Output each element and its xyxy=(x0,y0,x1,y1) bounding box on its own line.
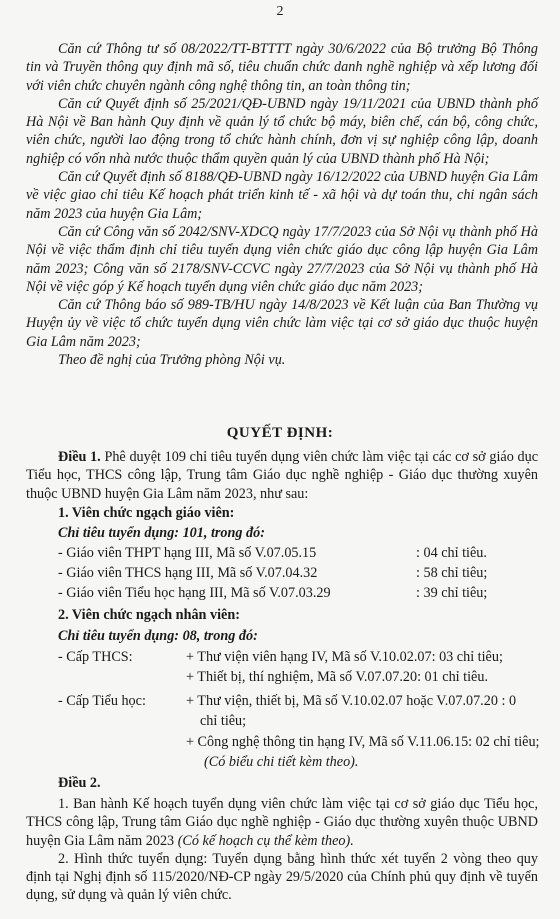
article-2-p1: 1. Ban hành Kế hoạch tuyển dụng viên chức làm việc tại cơ sở giáo dục Tiểu học, THCS công lập, Trung tâm Giáo dục nghề nghiệp - Giáo dục thường xuyên thuộc UBND huyện Gia Lâm năm 2023 xyxy=(26,796,538,849)
teacher-row-left: - Giáo viên THPT hạng III, Mã số V.07.05.15 xyxy=(58,545,317,561)
section-1-heading: 1. Viên chức ngạch giáo viên: xyxy=(58,505,235,521)
teacher-row-left: - Giáo viên THCS hạng III, Mã số V.07.04.32 xyxy=(58,565,318,581)
preamble-item: Căn cứ Thông báo số 989-TB/HU ngày 14/8/2023 về Kết luận của Ban Thường vụ Huyện ủy về việc tổ chức tuyển dụng viên chức làm việc tại cơ sở giáo dục thuộc huyện Gia Lâm năm 2023; xyxy=(26,297,538,350)
article-2-label: Điều 2. xyxy=(58,775,101,791)
article-2-p2: 2. Hình thức tuyển dụng: Tuyển dụng bằng hình thức xét tuyển 2 vòng theo quy định tại Nghị định số 115/2020/NĐ-CP ngày 29/5/2020 của Chính phủ quy định về tuyển dụng, sử dụng và quản lý viên chức. xyxy=(26,850,538,904)
teacher-row-right: : 04 chỉ tiêu. xyxy=(416,545,487,561)
article-1-text: Phê duyệt 109 chỉ tiêu tuyển dụng viên chức làm việc tại các cơ sở giáo dục Tiểu học, THCS công lập, Trung tâm Giáo dục nghề nghiệp - Giáo dục thường xuyên thuộc UBND huyện Gia Lâm năm 2023, như sau: xyxy=(26,449,538,502)
primary-item: + Công nghệ thông tin hạng IV, Mã số V.11.06.15: 02 chỉ tiêu; xyxy=(186,734,540,750)
teacher-row-right: : 39 chỉ tiêu; xyxy=(416,585,488,601)
preamble xyxy=(26,40,538,369)
article-2 xyxy=(26,795,538,905)
section-2-quota: Chỉ tiêu tuyển dụng: 08, trong đó: xyxy=(58,628,258,644)
teacher-row-right: : 58 chỉ tiêu; xyxy=(416,565,488,581)
preamble-item: Theo đề nghị của Trưởng phòng Nội vụ. xyxy=(58,352,286,369)
article-1-label: Điều 1. xyxy=(58,449,101,465)
page-number: 2 xyxy=(276,4,284,19)
article-2-p1-note: (Có kế hoạch cụ thể kèm theo). xyxy=(177,832,354,849)
preamble-item: Căn cứ Quyết định số 8188/QĐ-UBND ngày 16/12/2022 của UBND huyện Gia Lâm về việc giao chỉ tiêu Kế hoạch phát triển kinh tế - xã hội và dự toán thu, chi ngân sách năm 2023 của huyện Gia Lâm; xyxy=(26,169,538,222)
thcs-item: + Thiết bị, thí nghiệm, Mã số V.07.07.20: 01 chỉ tiêu. xyxy=(186,669,488,685)
primary-level-label: - Cấp Tiểu học: xyxy=(58,693,146,709)
teacher-row-left: - Giáo viên Tiểu học hạng III, Mã số V.07.03.29 xyxy=(58,585,331,601)
preamble-item: Căn cứ Thông tư số 08/2022/TT-BTTTT ngày 30/6/2022 của Bộ trưởng Bộ Thông tin và Truyền thông quy định mã số, tiêu chuẩn chức danh nghề nghiệp và xếp lương đối với viên chức chuyên ngành công nghệ thông tin, an toàn thông tin; xyxy=(26,41,538,94)
thcs-level-label: - Cấp THCS: xyxy=(58,649,133,665)
thcs-item: + Thư viện viên hạng IV, Mã số V.10.02.07: 03 chỉ tiêu; xyxy=(186,649,503,665)
preamble-item: Căn cứ Công văn số 2042/SNV-XDCQ ngày 17/7/2023 của Sở Nội vụ thành phố Hà Nội về việc thẩm định chỉ tiêu tuyển dụng viên chức giáo dục công lập huyện Gia Lâm năm 2023; Công văn số 2178/SNV-CCVC ngày 27/7/2023 của Sở Nội vụ thành phố Hà Nội về việc góp ý Kế hoạch tuyển dụng viên chức giáo dục năm 2023; xyxy=(26,223,538,295)
preamble-item: Căn cứ Quyết định số 25/2021/QĐ-UBND ngày 19/11/2021 của UBND thành phố Hà Nội về Ban hành Quy định về quản lý tổ chức bộ máy, biên chế, cán bộ, công chức, viên chức, người lao động trong tổ chức hành chính, đơn vị sự nghiệp công lập, doanh nghiệp có vốn nhà nước thuộc thẩm quyền quản lý của UBND thành phố Hà Nội; xyxy=(26,95,538,167)
detail-note: (Có biểu chi tiết kèm theo). xyxy=(204,754,359,770)
primary-item-cont: chỉ tiêu; xyxy=(200,713,247,729)
decision-title: QUYẾT ĐỊNH: xyxy=(226,425,334,441)
section-2-heading: 2. Viên chức ngạch nhân viên: xyxy=(58,607,240,623)
primary-item: + Thư viện, thiết bị, Mã số V.10.02.07 hoặc V.07.07.20 : 0 xyxy=(186,693,517,709)
section-1-quota: Chỉ tiêu tuyển dụng: 101, trong đó: xyxy=(58,525,265,541)
article-1 xyxy=(26,448,538,503)
